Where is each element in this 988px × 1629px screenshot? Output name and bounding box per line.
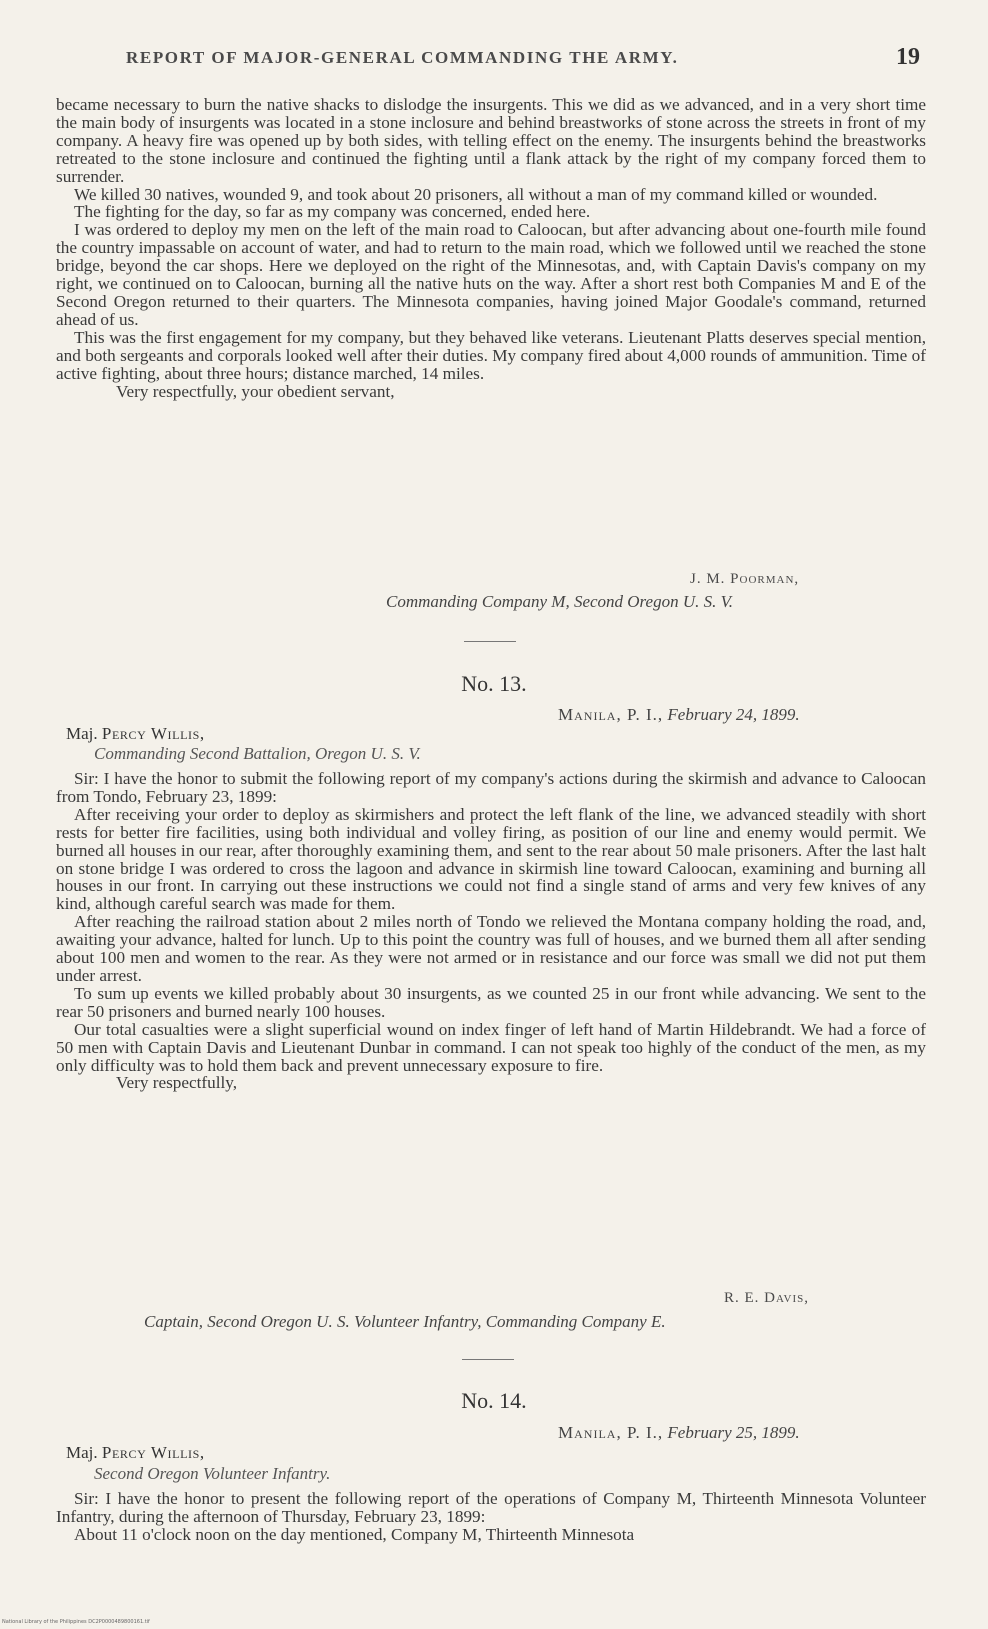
report-13-dateline <box>558 705 800 725</box>
report-13-paragraph-5: Our total casualties were a slight superficial wound on index finger of left hand of Martin Hildebrandt. We had a force of 50 men with Captain Davis and Lieutenant Dunbar in command. I can not speak too highly of the conduct of the men, as my only difficulty was to hold them back and prevent unnecessary exposure to fire. <box>56 1019 926 1075</box>
section-divider-2 <box>462 1359 514 1360</box>
section1-body <box>56 96 926 400</box>
report-14-number: No. 14. <box>461 1388 527 1413</box>
report-13-place: Manila, P. I., <box>558 705 664 724</box>
report-14-paragraph-2: About 11 o'clock noon on the day mentioned, Company M, Thirteenth Minnesota <box>74 1524 635 1544</box>
section1-closing: Very respectfully, your obedient servant, <box>116 381 395 401</box>
report-13-closing: Very respectfully, <box>116 1073 238 1093</box>
report-13-paragraph-4: To sum up events we killed probably about 30 insurgents, as we counted 25 in our front while advancing. We sent to the rear 50 prisoners and burned nearly 100 houses. <box>56 983 926 1021</box>
report-14-addressee-prefix: Maj. <box>66 1443 98 1462</box>
report-14-place: Manila, P. I., <box>558 1423 664 1442</box>
report-14-addressee <box>66 1443 205 1463</box>
report-13-body <box>56 770 926 1092</box>
section1-signature-title: Commanding Company M, Second Oregon U. S. V. <box>386 592 734 611</box>
report-13-paragraph-2: After receiving your order to deploy as skirmishers and protect the left flank of the line, we advanced steadily with short rests for better fire facilities, using both individual and volley firing, as position of our line and enemy would permit. We burned all houses in our rear, after thoroughly examining them, and sent to the rear about 50 male prisoners. After the last halt on stone bridge I was ordered to cross the lagoon and advance in skirmish line toward Caloocan, examining and burning all houses in our front. In carrying out these instructions we could not find a single stand of arms and very few knives of any kind, although careful search was made for them. <box>56 804 926 914</box>
section1-paragraph-4: I was ordered to deploy my men on the left of the main road to Caloocan, but after advancing about one-fourth mile found the country impassable on account of water, and had to return to the main road, which we followed until we reached the stone bridge, beyond the car shops. Here we deployed on the right of the Minnesotas, and, with Captain Davis's company on my right, we continued on to Caloocan, burning all the native huts on the way. After a short rest both Companies M and E of the Second Oregon returned to their quarters. The Minnesota companies, having joined Major Goodale's command, returned ahead of us. <box>56 220 926 329</box>
report-13-addressee-name: Percy Willis, <box>101 724 205 743</box>
section1-paragraph-2: We killed 30 natives, wounded 9, and took about 20 prisoners, all without a man of my command killed or wounded. <box>74 184 878 204</box>
page-number: 19 <box>896 44 920 70</box>
report-13-addressee-prefix: Maj. <box>66 724 98 743</box>
report-13-addressee <box>66 724 205 744</box>
report-14-dateline <box>558 1423 800 1443</box>
report-13-signature-title: Captain, Second Oregon U. S. Volunteer Infantry, Commanding Company E. <box>144 1312 666 1331</box>
report-13-addressee-unit: Commanding Second Battalion, Oregon U. S. V. <box>94 744 421 763</box>
section1-signature-name: J. M. Poorman, <box>690 571 800 587</box>
report-13-date: February 24, 1899. <box>667 705 800 724</box>
section-divider <box>464 641 516 642</box>
section1-paragraph-3: The fighting for the day, so far as my company was concerned, ended here. <box>74 202 591 222</box>
header-title: REPORT OF MAJOR-GENERAL COMMANDING THE ARMY. <box>126 48 679 67</box>
section1-paragraph-1: became necessary to burn the native shacks to dislodge the insurgents. This we did as we advanced, and in a very short time the main body of insurgents was located in a stone inclosure and behind breastworks of stone across the streets in front of my company. A heavy fire was opened up by both sides, with telling effect on the enemy. The insurgents behind the breastworks retreated to the stone inclosure and continued the fighting until a flank attack by the right of my company forced them to surrender. <box>56 95 926 186</box>
report-13-paragraph-1: Sir: I have the honor to submit the following report of my company's actions during the skirmish and advance to Caloocan from Tondo, February 23, 1899: <box>56 769 926 806</box>
report-13-number: No. 13. <box>461 671 527 696</box>
report-14-addressee-unit: Second Oregon Volunteer Infantry. <box>94 1464 331 1483</box>
report-14-addressee-name: Percy Willis, <box>101 1443 205 1462</box>
section1-paragraph-5: This was the first engagement for my company, but they behaved like veterans. Lieutenant Platts deserves special mention, and both sergeants and corporals looked well after their duties. My company fired about 4,000 rounds of ammunition. Time of active fighting, about three hours; distance marched, 14 miles. <box>56 327 926 383</box>
report-13-signature-name: R. E. Davis, <box>724 1290 810 1306</box>
report-14-body <box>56 1490 926 1544</box>
report-14-paragraph-1: Sir: I have the honor to present the following report of the operations of Company M, Thirteenth Minnesota Volunteer Infantry, during the afternoon of Thursday, February 23, 1899: <box>56 1489 926 1526</box>
report-13-paragraph-3: After reaching the railroad station about 2 miles north of Tondo we relieved the Montana company holding the road, and, awaiting your advance, halted for lunch. Up to this point the country was full of houses, and we burned them all after sending about 100 men and women to the rear. As they were not armed or in resistance and our force was small we did not put them under arrest. <box>56 912 926 985</box>
scan-footer: National Library of the Philippines DC2P0000489800161.tif <box>2 1619 150 1625</box>
running-header <box>120 44 930 74</box>
report-14-date: February 25, 1899. <box>667 1423 800 1442</box>
